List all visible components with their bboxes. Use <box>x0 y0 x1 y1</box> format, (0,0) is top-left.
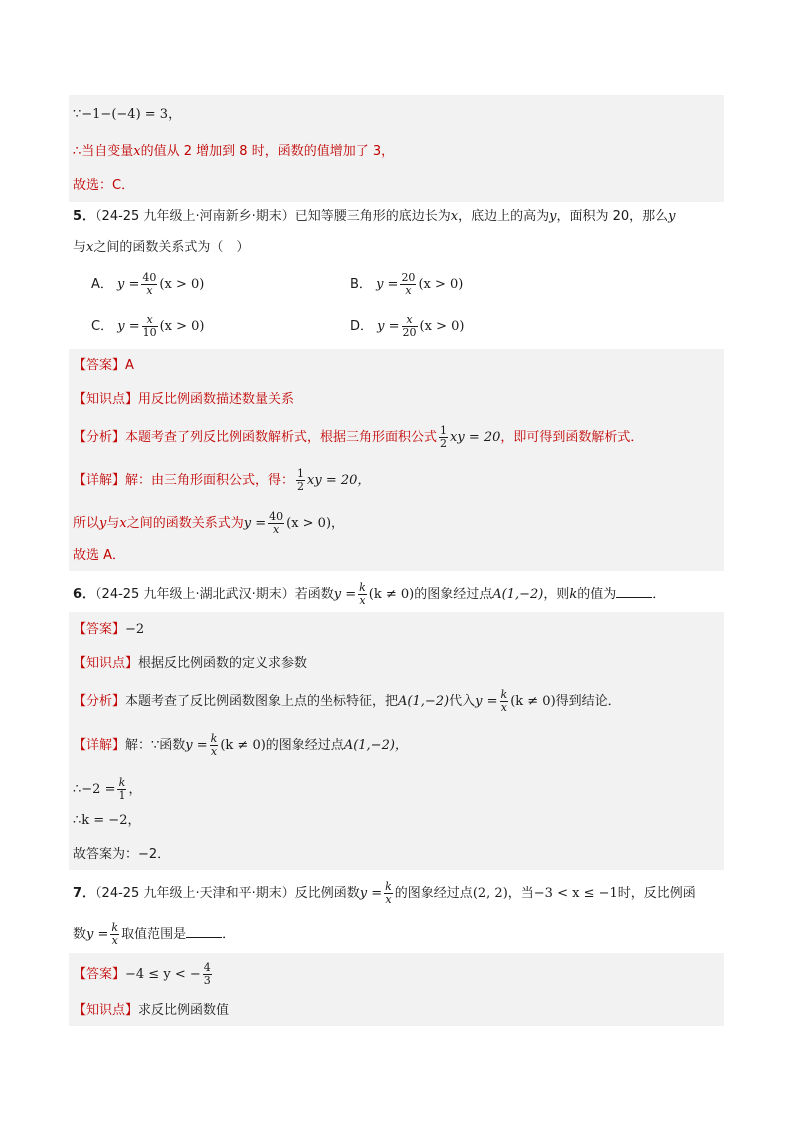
q5-analysis: 【分析】本题考查了列反比例函数解析式，根据三角形面积公式 $\frac{1}{2}$ xy = 20，即可得到函数解析式． <box>73 424 644 450</box>
q5-option-b[interactable]: B． y = $\frac{20}{x}$ (x > 0) <box>350 271 464 297</box>
q6-step-2: ∴k = −2， <box>73 813 141 828</box>
q4-step-line: ∵−1−(−4) = 3， <box>73 107 182 122</box>
q7-question-line1: 7．（24-25 九年级上·天津和平·期末）反比例函数y = $\frac{k}{x}$ 的图象经过点(2, 2)，当−3 < x ≤ −1时，反比例函 <box>73 880 696 906</box>
q4-choice-line: 故选：C． <box>73 178 135 193</box>
q5-knowledge-point: 【知识点】用反比例函数描述数量关系 <box>73 392 295 407</box>
q4-conclusion-line: ∴当自变量x的值从 2 增加到 8 时，函数的值增加了 3， <box>73 144 395 159</box>
q6-knowledge-point: 【知识点】根据反比例函数的定义求参数 <box>73 656 308 671</box>
q6-analysis: 【分析】本题考查了反比例函数图象上点的坐标特征，把A(1,−2)代入y = $\frac{k}{x}$ (k ≠ 0)得到结论． <box>73 688 621 714</box>
q7-answer: 【答案】−4 ≤ y < − $\frac{4}{3}$ <box>73 961 211 987</box>
q7-question-line2: 数y = $\frac{k}{x}$ 取值范围是 ． <box>73 921 236 947</box>
q5-question-line1: 5．（24-25 九年级上·河南新乡·期末）已知等腰三角形的底边长为x，底边上的高为y，面积为 20，那么y <box>73 209 676 224</box>
solution-block-q5 <box>69 349 724 571</box>
q5-end: 故选 A． <box>73 548 126 563</box>
q6-step-1: ∴−2 = $\frac{k}{1}$ ， <box>73 776 142 802</box>
q6-end: 故答案为：−2． <box>73 847 171 862</box>
q7-knowledge-point: 【知识点】求反比例函数值 <box>73 1003 230 1018</box>
q5-detail-result: 所以y与x之间的函数关系式为y = $\frac{40}{x}$ (x > 0)， <box>73 510 345 536</box>
q6-answer: 【答案】−2 <box>73 622 145 637</box>
q5-question-line2: 与x之间的函数关系式为（ ） <box>73 240 250 255</box>
q6-answer-blank[interactable] <box>616 585 652 598</box>
q6-detail: 【详解】解：∵函数y = $\frac{k}{x}$ (k ≠ 0)的图象经过点A(1,−2)， <box>73 732 408 758</box>
q6-question: 6．（24-25 九年级上·湖北武汉·期末）若函数y = $\frac{k}{x}$ (k ≠ 0)的图象经过点A(1,−2)，则k的值为 ． <box>73 581 666 607</box>
q5-detail: 【详解】解：由三角形面积公式，得： $\frac{1}{2}$ xy = 20， <box>73 467 371 493</box>
q5-option-d[interactable]: D． y = $\frac{x}{20}$ (x > 0) <box>350 313 465 339</box>
q5-answer: 【答案】A <box>73 358 134 373</box>
q5-source: （24-25 九年级上·河南新乡·期末） <box>95 209 295 224</box>
q7-answer-blank[interactable] <box>186 925 222 938</box>
q5-option-c[interactable]: C． y = $\frac{x}{10}$ (x > 0) <box>91 313 205 339</box>
q5-option-a[interactable]: A． y = $\frac{40}{x}$ (x > 0) <box>91 271 205 297</box>
